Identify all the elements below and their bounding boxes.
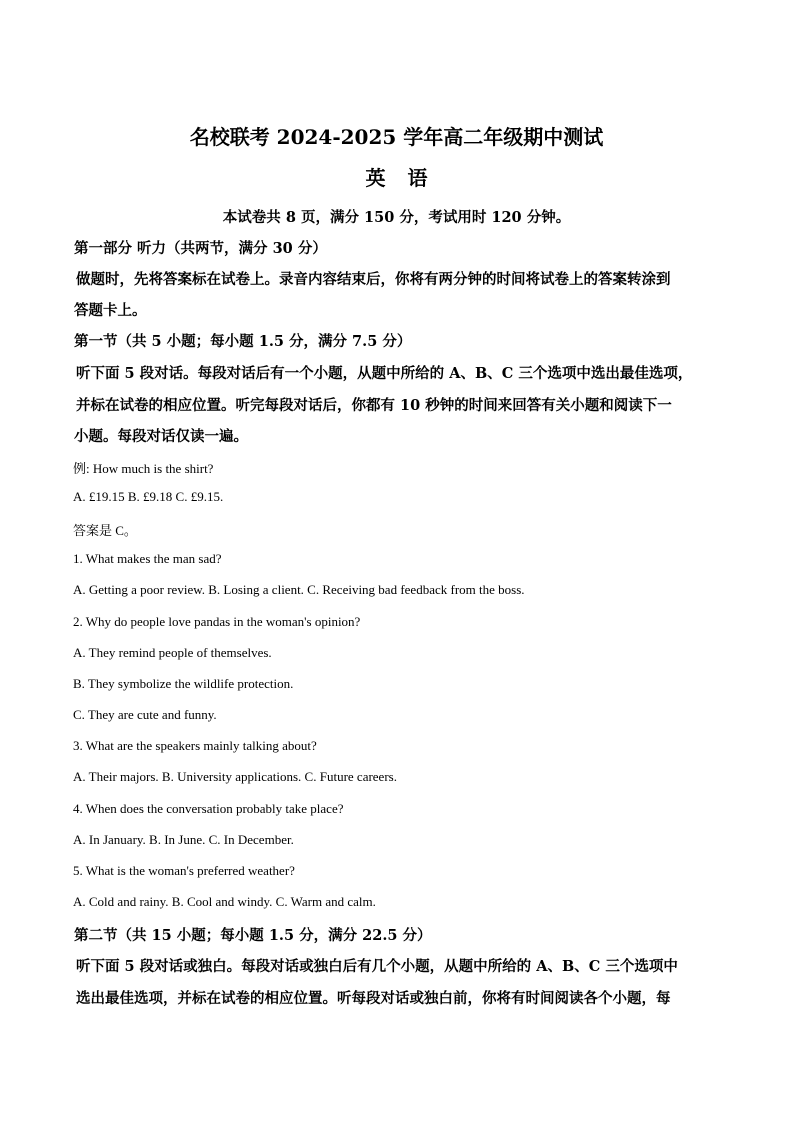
question-line: A. In January. B. In June. C. In December. bbox=[73, 832, 294, 847]
question-line: 2. Why do people love pandas in the woman's opinion? bbox=[73, 614, 361, 629]
example-options: A. £19.15 B. £9.18 C. £9.15. bbox=[73, 489, 224, 504]
question-line: C. They are cute and funny. bbox=[73, 707, 217, 722]
section1-instruction-line: 并标在试卷的相应位置。听完每段对话后，你都有 10 秒钟的时间来回答有关小题和阅读下一 bbox=[76, 397, 672, 414]
question-line: B. They symbolize the wildlife protection. bbox=[73, 676, 294, 691]
section2-instruction-line: 听下面 5 段对话或独白。每段对话或独白后有几个小题，从题中所给的 A、B、C 三个选项中 bbox=[76, 958, 678, 975]
exam-title: 名校联考 2024-2025 学年高二年级期中测试 bbox=[189, 125, 604, 149]
exam-info: 本试卷共 8 页，满分 150 分，考试用时 120 分钟。 bbox=[222, 209, 571, 226]
example-question: 例: How much is the shirt? bbox=[73, 461, 214, 476]
question-line: 5. What is the woman's preferred weather? bbox=[73, 863, 295, 878]
question-line: A. They remind people of themselves. bbox=[73, 645, 272, 660]
part1-heading: 第一部分 听力（共两节，满分 30 分） bbox=[74, 240, 327, 257]
section1-instruction-line: 听下面 5 段对话。每段对话后有一个小题，从题中所给的 A、B、C 三个选项中选出最佳选项， bbox=[76, 365, 693, 382]
section1-heading: 第一节（共 5 小题；每小题 1.5 分，满分 7.5 分） bbox=[74, 333, 412, 350]
question-line: A. Their majors. B. University applications. C. Future careers. bbox=[73, 769, 397, 784]
part1-instruction-line: 答题卡上。 bbox=[74, 302, 147, 319]
question-line: 4. When does the conversation probably take place? bbox=[73, 801, 344, 816]
example-answer: 答案是 C。 bbox=[73, 523, 137, 538]
exam-subject: 英语 bbox=[365, 166, 450, 190]
question-line: 3. What are the speakers mainly talking about? bbox=[73, 738, 317, 753]
section2-heading: 第二节（共 15 小题；每小题 1.5 分，满分 22.5 分） bbox=[74, 927, 432, 944]
part1-instruction-line: 做题时，先将答案标在试卷上。录音内容结束后，你将有两分钟的时间将试卷上的答案转涂到 bbox=[76, 271, 671, 288]
section1-instruction-line: 小题。每段对话仅读一遍。 bbox=[74, 428, 248, 445]
question-line: A. Cold and rainy. B. Cool and windy. C. Warm and calm. bbox=[73, 894, 376, 909]
section2-instruction-line: 选出最佳选项，并标在试卷的相应位置。听每段对话或独白前，你将有时间阅读各个小题，每 bbox=[76, 990, 671, 1007]
question-line: A. Getting a poor review. B. Losing a client. C. Receiving bad feedback from the boss. bbox=[73, 582, 525, 597]
question-line: 1. What makes the man sad? bbox=[73, 551, 222, 566]
